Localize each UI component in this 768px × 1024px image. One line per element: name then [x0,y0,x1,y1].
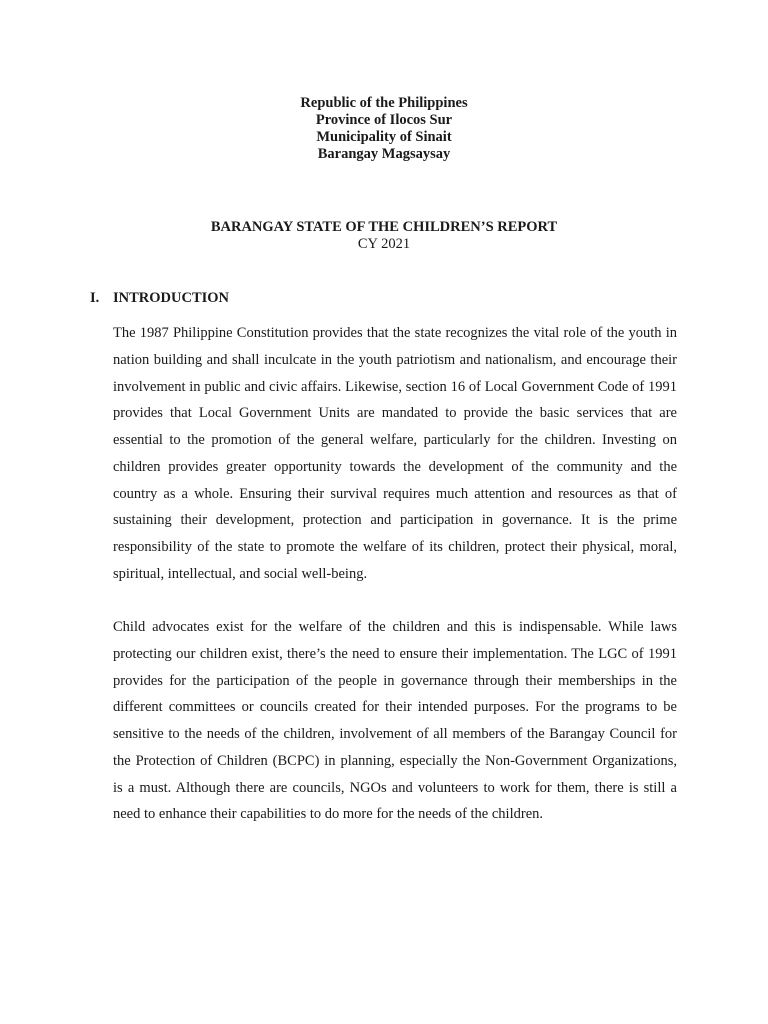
document-header [0,95,768,163]
section-title: INTRODUCTION [113,290,230,306]
paragraph-introduction-1: The 1987 Philippine Constitution provides that the state recognizes the vital role of the youth in nation building and shall inculcate in the youth patriotism and nationalism, and encourage their involvement in public and civic affairs. Likewise, section 16 of Local Government Code of 1991 provides that Local Government Units are mandated to provide the basic services that are essential to the promotion of the general welfare, particularly for the children. Investing on children provides greater opportunity towards the development of the community and the country as a whole. Ensuring their survival requires much attention and resources as that of sustaining their development, protection and participation in governance. It is the prime responsibility of the state to promote the welfare of its children, protect their physical, moral, spiritual, intellectual, and social well-being. [113,325,677,582]
header-municipality: Municipality of Sinait [316,129,452,145]
report-title: BARANGAY STATE OF THE CHILDREN’S REPORT [210,219,558,235]
header-republic: Republic of the Philippines [300,95,468,111]
header-barangay: Barangay Magsaysay [317,146,451,162]
paragraph-introduction-2: Child advocates exist for the welfare of the children and this is indispensable. While laws protecting our children exist, there’s the need to ensure their implementation. The LGC of 1991 provides for the participation of the people in governance through their memberships in the different committees or councils created for their intended purposes. For the programs to be sensitive to the needs of the children, involvement of all members of the Barangay Council for the Protection of Children (BCPC) in planning, especially the Non-Government Organizations, is a must. Although there are councils, NGOs and volunteers to work for them, there is still a need to enhance their capabilities to do more for the needs of the children. [113,619,677,823]
section-heading [90,290,229,307]
report-title-block [0,219,768,253]
section-number: I. [90,290,100,306]
report-year: CY 2021 [357,236,411,252]
header-province: Province of Ilocos Sur [315,112,453,128]
